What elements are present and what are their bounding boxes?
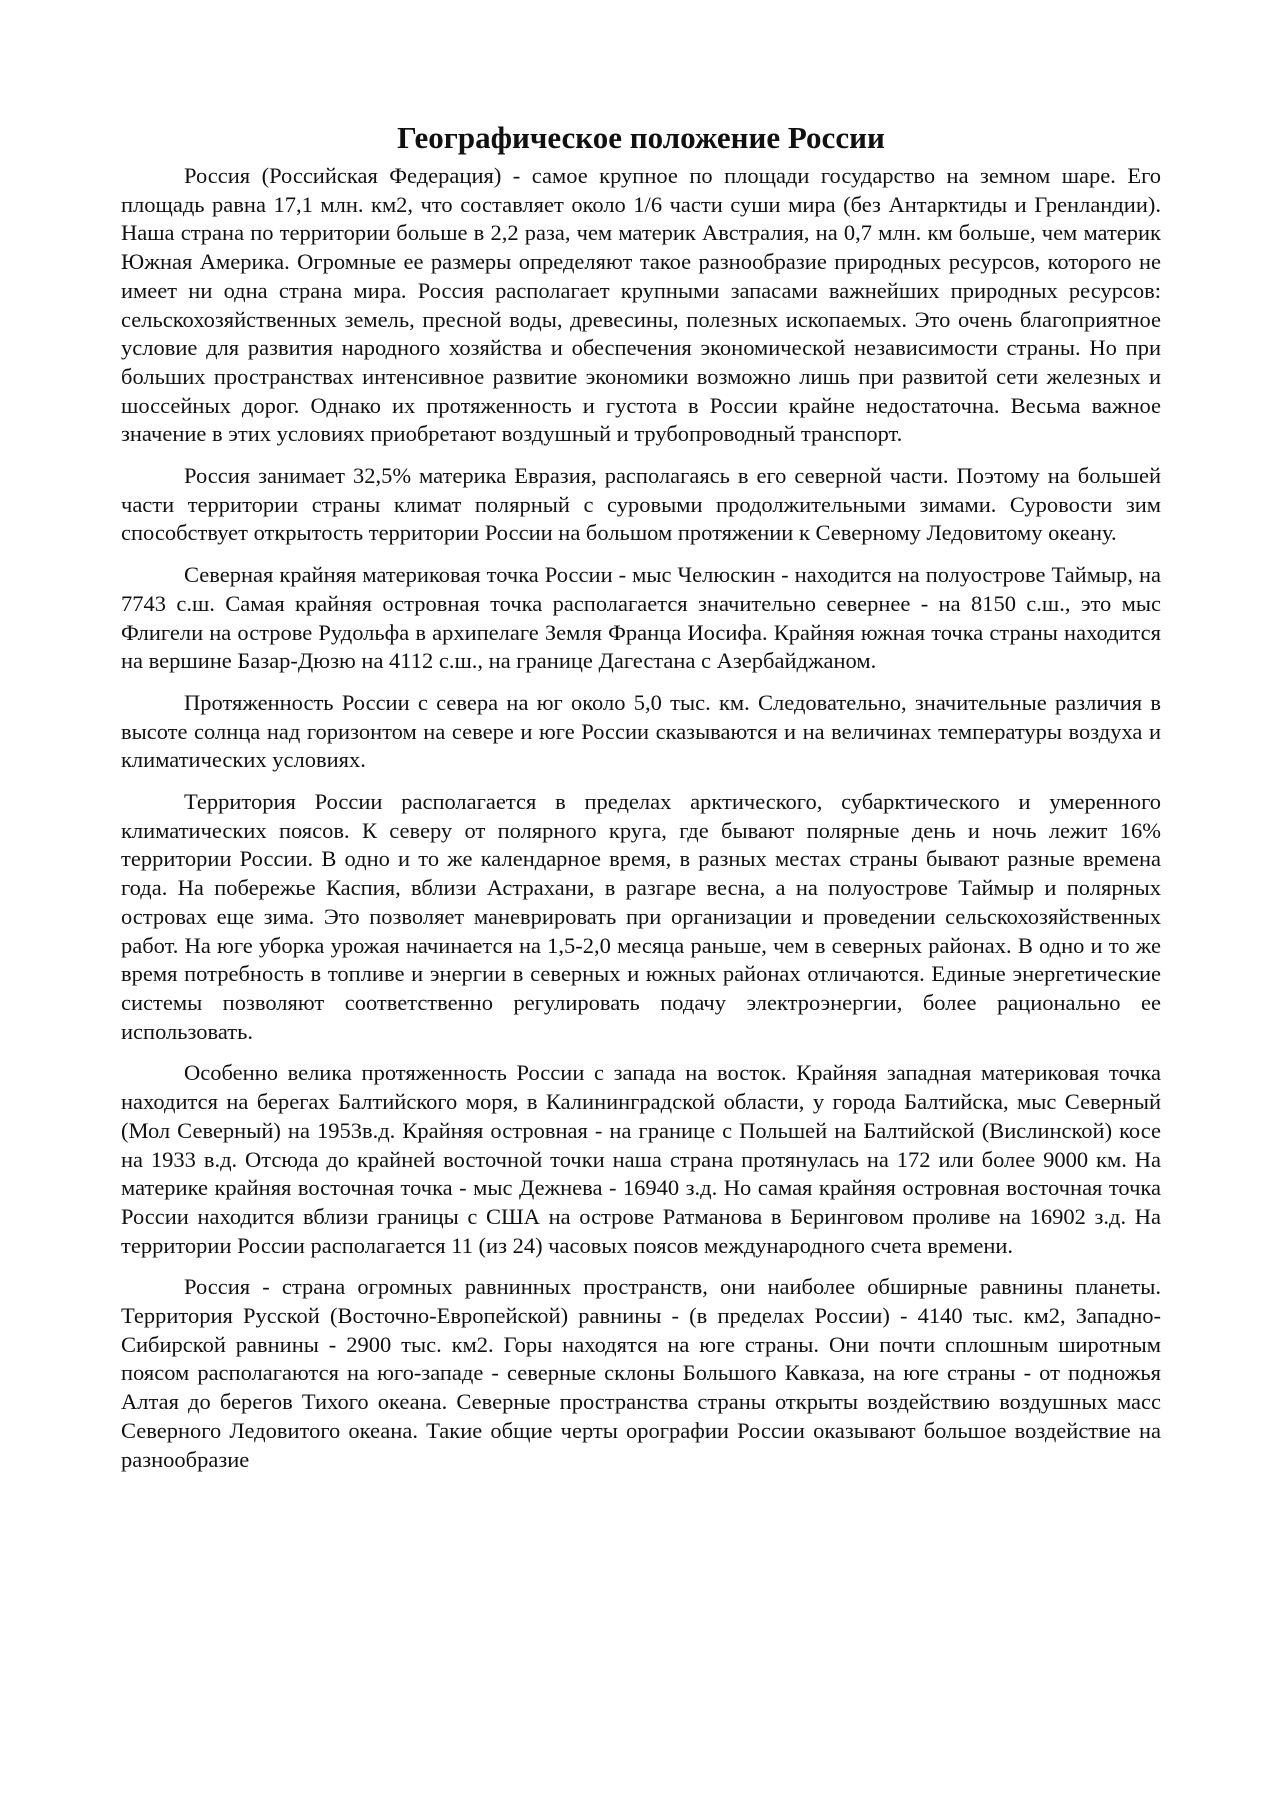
document-title: Географическое положение России [397,120,885,155]
document-page [121,118,1161,1487]
paragraph-north-south-extent: Протяженность России с севера на юг около 5,0 тыс. км. Следовательно, значительные различия в высоте солнца над горизонтом на севере и юге России сказываются и на величинах температуры воздуха и климатических условиях. [121,689,1161,773]
paragraph-eurasia-share: Россия занимает 32,5% материка Евразия, располагаясь в его северной части. Поэтому на большей части территории страны климат полярный с суровыми продолжительными зимами. Суровости зим способствует открытость территории России на большом протяжении к Северному Ледовитому океану. [121,463,1161,546]
paragraph-north-south-points: Северная крайняя материковая точка России - мыс Челюскин - находится на полуострове Таймыр, на 7743 с.ш. Самая крайняя островная точка располагается значительно севернее - на 8150 с.ш., это мыс Флигели на острове Рудольфа в архипелаге Земля Франца Иосифа. Крайняя южная точка страны находится на вершине Базар-Дюзю на 4112 с.ш., на границе Дагестана с Азербайджаном. [121,562,1161,674]
paragraph-relief: Россия - страна огромных равнинных пространств, они наиболее обширные равнины планеты. Территория Русской (Восточно-Европейской) равнины - (в пределах России) - 4140 тыс. км2, Западно-Сибирской равнины - 2900 тыс. км2. Горы находятся на юге страны. Они почти сплошным широтным поясом располагаются на юго-западе - северные склоны Большого Кавказа, на юге страны - от подножья Алтая до берегов Тихого океана. Северные пространства страны открыты воздействию воздушных масс Северного Ледовитого океана. Такие общие черты орографии России оказывают большое воздействие на разнообразие [121,1274,1161,1472]
paragraph-climate-zones: Территория России располагается в пределах арктического, субарктического и умеренного климатических поясов. К северу от полярного круга, где бывают полярные день и ночь лежит 16% территории России. В одно и то же календарное время, в разных местах страны бывают разные времена года. На побережье Каспия, вблизи Астрахани, в разгаре весна, а на полуострове Таймыр и полярных островах еще зима. Это позволяет маневрировать при организации и проведении сельскохозяйственных работ. На юге уборка урожая начинается на 1,5-2,0 месяца раньше, чем в северных районах. В одно и то же время потребность в топливе и энергии в северных и южных районах отличаются. Единые энергетические системы позволяют соответственно регулировать подачу электроэнергии, более рационально ее использовать. [121,789,1161,1044]
paragraph-west-east-extent: Особенно велика протяженность России с запада на восток. Крайняя западная материковая точка находится на берегах Балтийского моря, в Калининградской области, у города Балтийска, мыс Северный (Мол Северный) на 1953в.д. Крайняя островная - на границе с Польшей на Балтийской (Вислинской) косе на 1933 в.д. Отсюда до крайней восточной точки наша страна протянулась на 172 или более 9000 км. На материке крайняя восточная точка - мыс Дежнева - 16940 з.д. Но самая крайняя островная восточная точка России находится вблизи границы с США на острове Ратманова в Беринговом проливе на 16902 з.д. На территории России располагается 11 (из 24) часовых поясов международного счета времени. [121,1060,1161,1258]
paragraph-overview: Россия (Российская Федерация) - самое крупное по площади государство на земном шаре. Его площадь равна 17,1 млн. км2, что составляет около 1/6 части суши мира (без Антарктиды и Гренландии). Наша страна по территории больше в 2,2 раза, чем материк Австралия, на 0,7 млн. км больше, чем материк Южная Америка. Огромные ее размеры определяют такое разнообразие природных ресурсов, которого не имеет ни одна страна мира. Россия располагает крупными запасами важнейших природных ресурсов: сельскохозяйственных земель, пресной воды, древесины, полезных ископаемых. Это очень благоприятное условие для развития народного хозяйства и обеспечения экономической независимости страны. Но при больших пространствах интенсивное развитие экономики возможно лишь при развитой сети железных и шоссейных дорог. Однако их протяженность и густота в России крайне недостаточна. Весьма важное значение в этих условиях приобретают воздушный и трубопроводный транспорт. [121,163,1161,447]
